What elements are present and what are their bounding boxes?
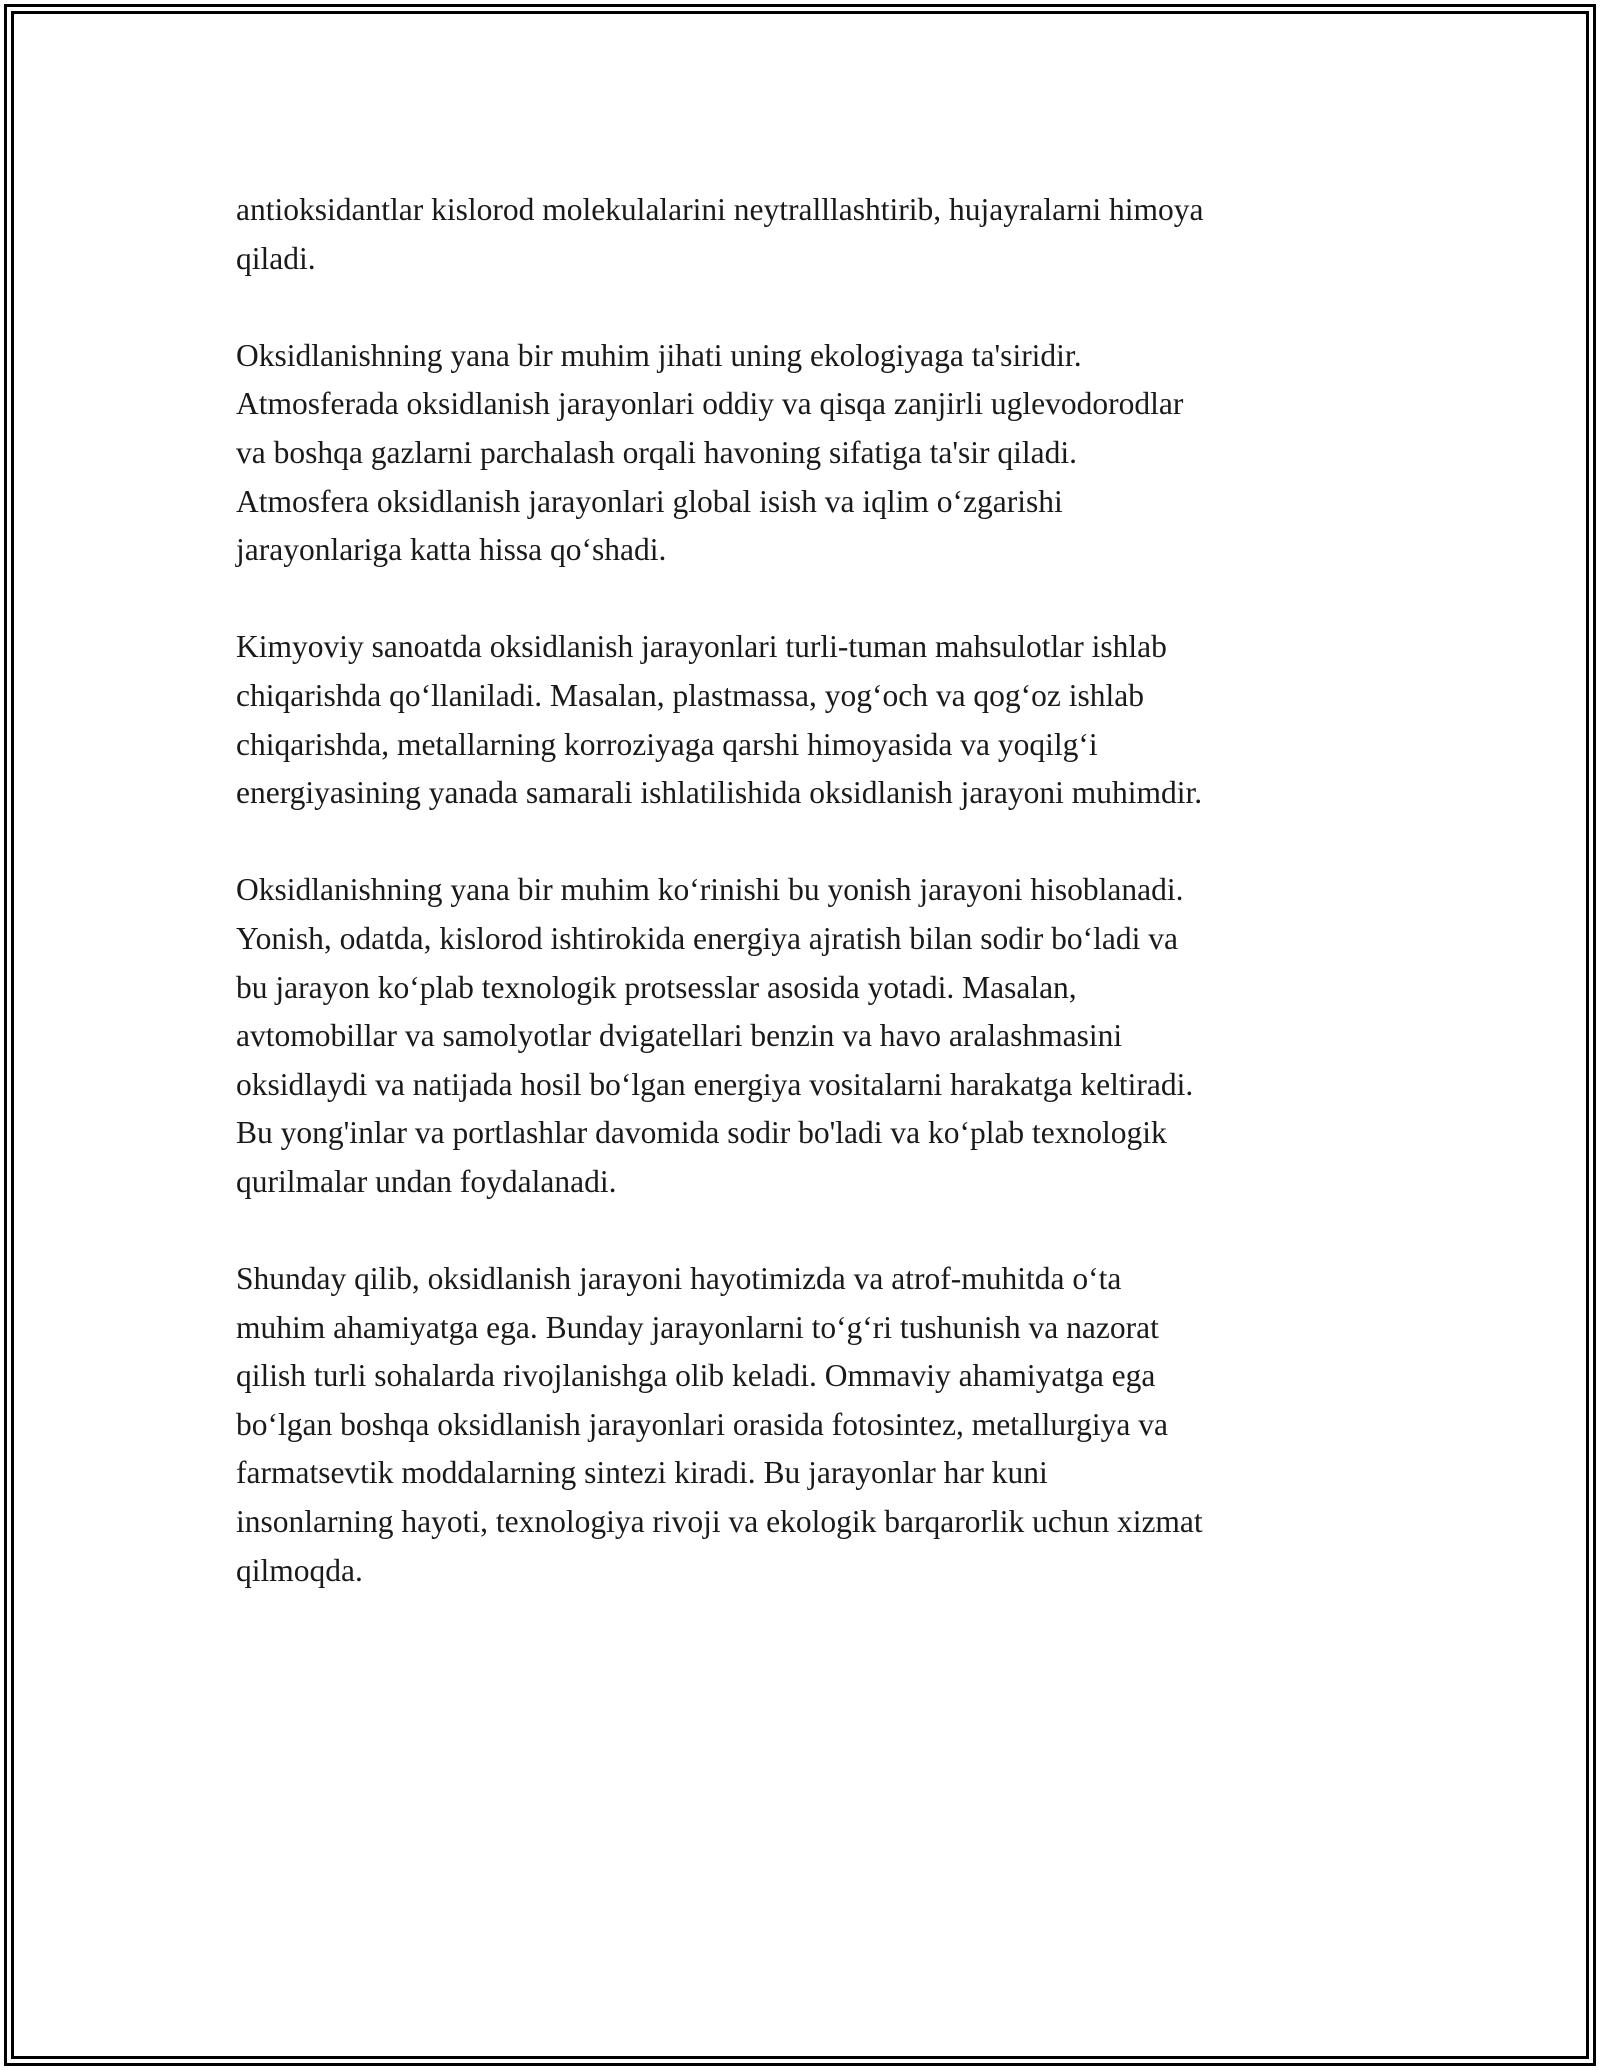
paragraph-chemical-industry: Kimyoviy sanoatda oksidlanish jarayonlari turli-tuman mahsulotlar ishlab chiqarishda qo‘llaniladi. Masalan, plastmassa, yog‘och va qog‘oz ishlab chiqarishda, metallarning korroziyaga qarshi himoyasida va yoqilg‘i energiyasining yanada samarali ishlatilishida oksidlanish jarayoni muhimdir. [236, 629, 1203, 811]
paragraph-combustion: Oksidlanishning yana bir muhim ko‘rinishi bu yonish jarayoni hisoblanadi. Yonish, odatda, kislorod ishtirokida energiya ajratish bilan sodir bo‘ladi va bu jarayon ko‘plab texnologik protsesslar asosida yotadi. Masalan, avtomobillar va samolyotlar dvigatellari benzin va havo aralashmasini oksidlaydi va natijada hosil bo‘lgan energiya vositalarni harakatga keltiradi. Bu yong'inlar va portlashlar davomida sodir bo'ladi va ko‘plab texnologik qurilmalar undan foydalanadi. [236, 872, 1194, 1199]
paragraph-conclusion: Shunday qilib, oksidlanish jarayoni hayotimizda va atrof-muhitda o‘ta muhim ahamiyatga ega. Bunday jarayonlarni to‘g‘ri tushunish va nazorat qilish turli sohalarda rivojlanishga olib keladi. Ommaviy ahamiyatga ega bo‘lgan boshqa oksidlanish jarayonlari orasida fotosintez, metallurgiya va farmatsevtik moddalarning sintezi kiradi. Bu jarayonlar har kuni insonlarning hayoti, texnologiya rivoji va ekologik barqarorlik uchun xizmat qilmoqda. [236, 1261, 1203, 1588]
paragraph-antioxidants: antioksidantlar kislorod molekulalarini neytralllashtirib, hujayralarni himoya qiladi. [236, 192, 1204, 276]
paragraph-ecology: Oksidlanishning yana bir muhim jihati uning ekologiyaga ta'siridir. Atmosferada oksidlanish jarayonlari oddiy va qisqa zanjirli uglevodorodlar va boshqa gazlarni parchalash orqali havoning sifatiga ta'sir qiladi. Atmosfera oksidlanish jarayonlari global isish va iqlim o‘zgarishi jarayonlariga katta hissa qo‘shadi. [236, 337, 1184, 568]
document-body [236, 186, 1376, 1644]
